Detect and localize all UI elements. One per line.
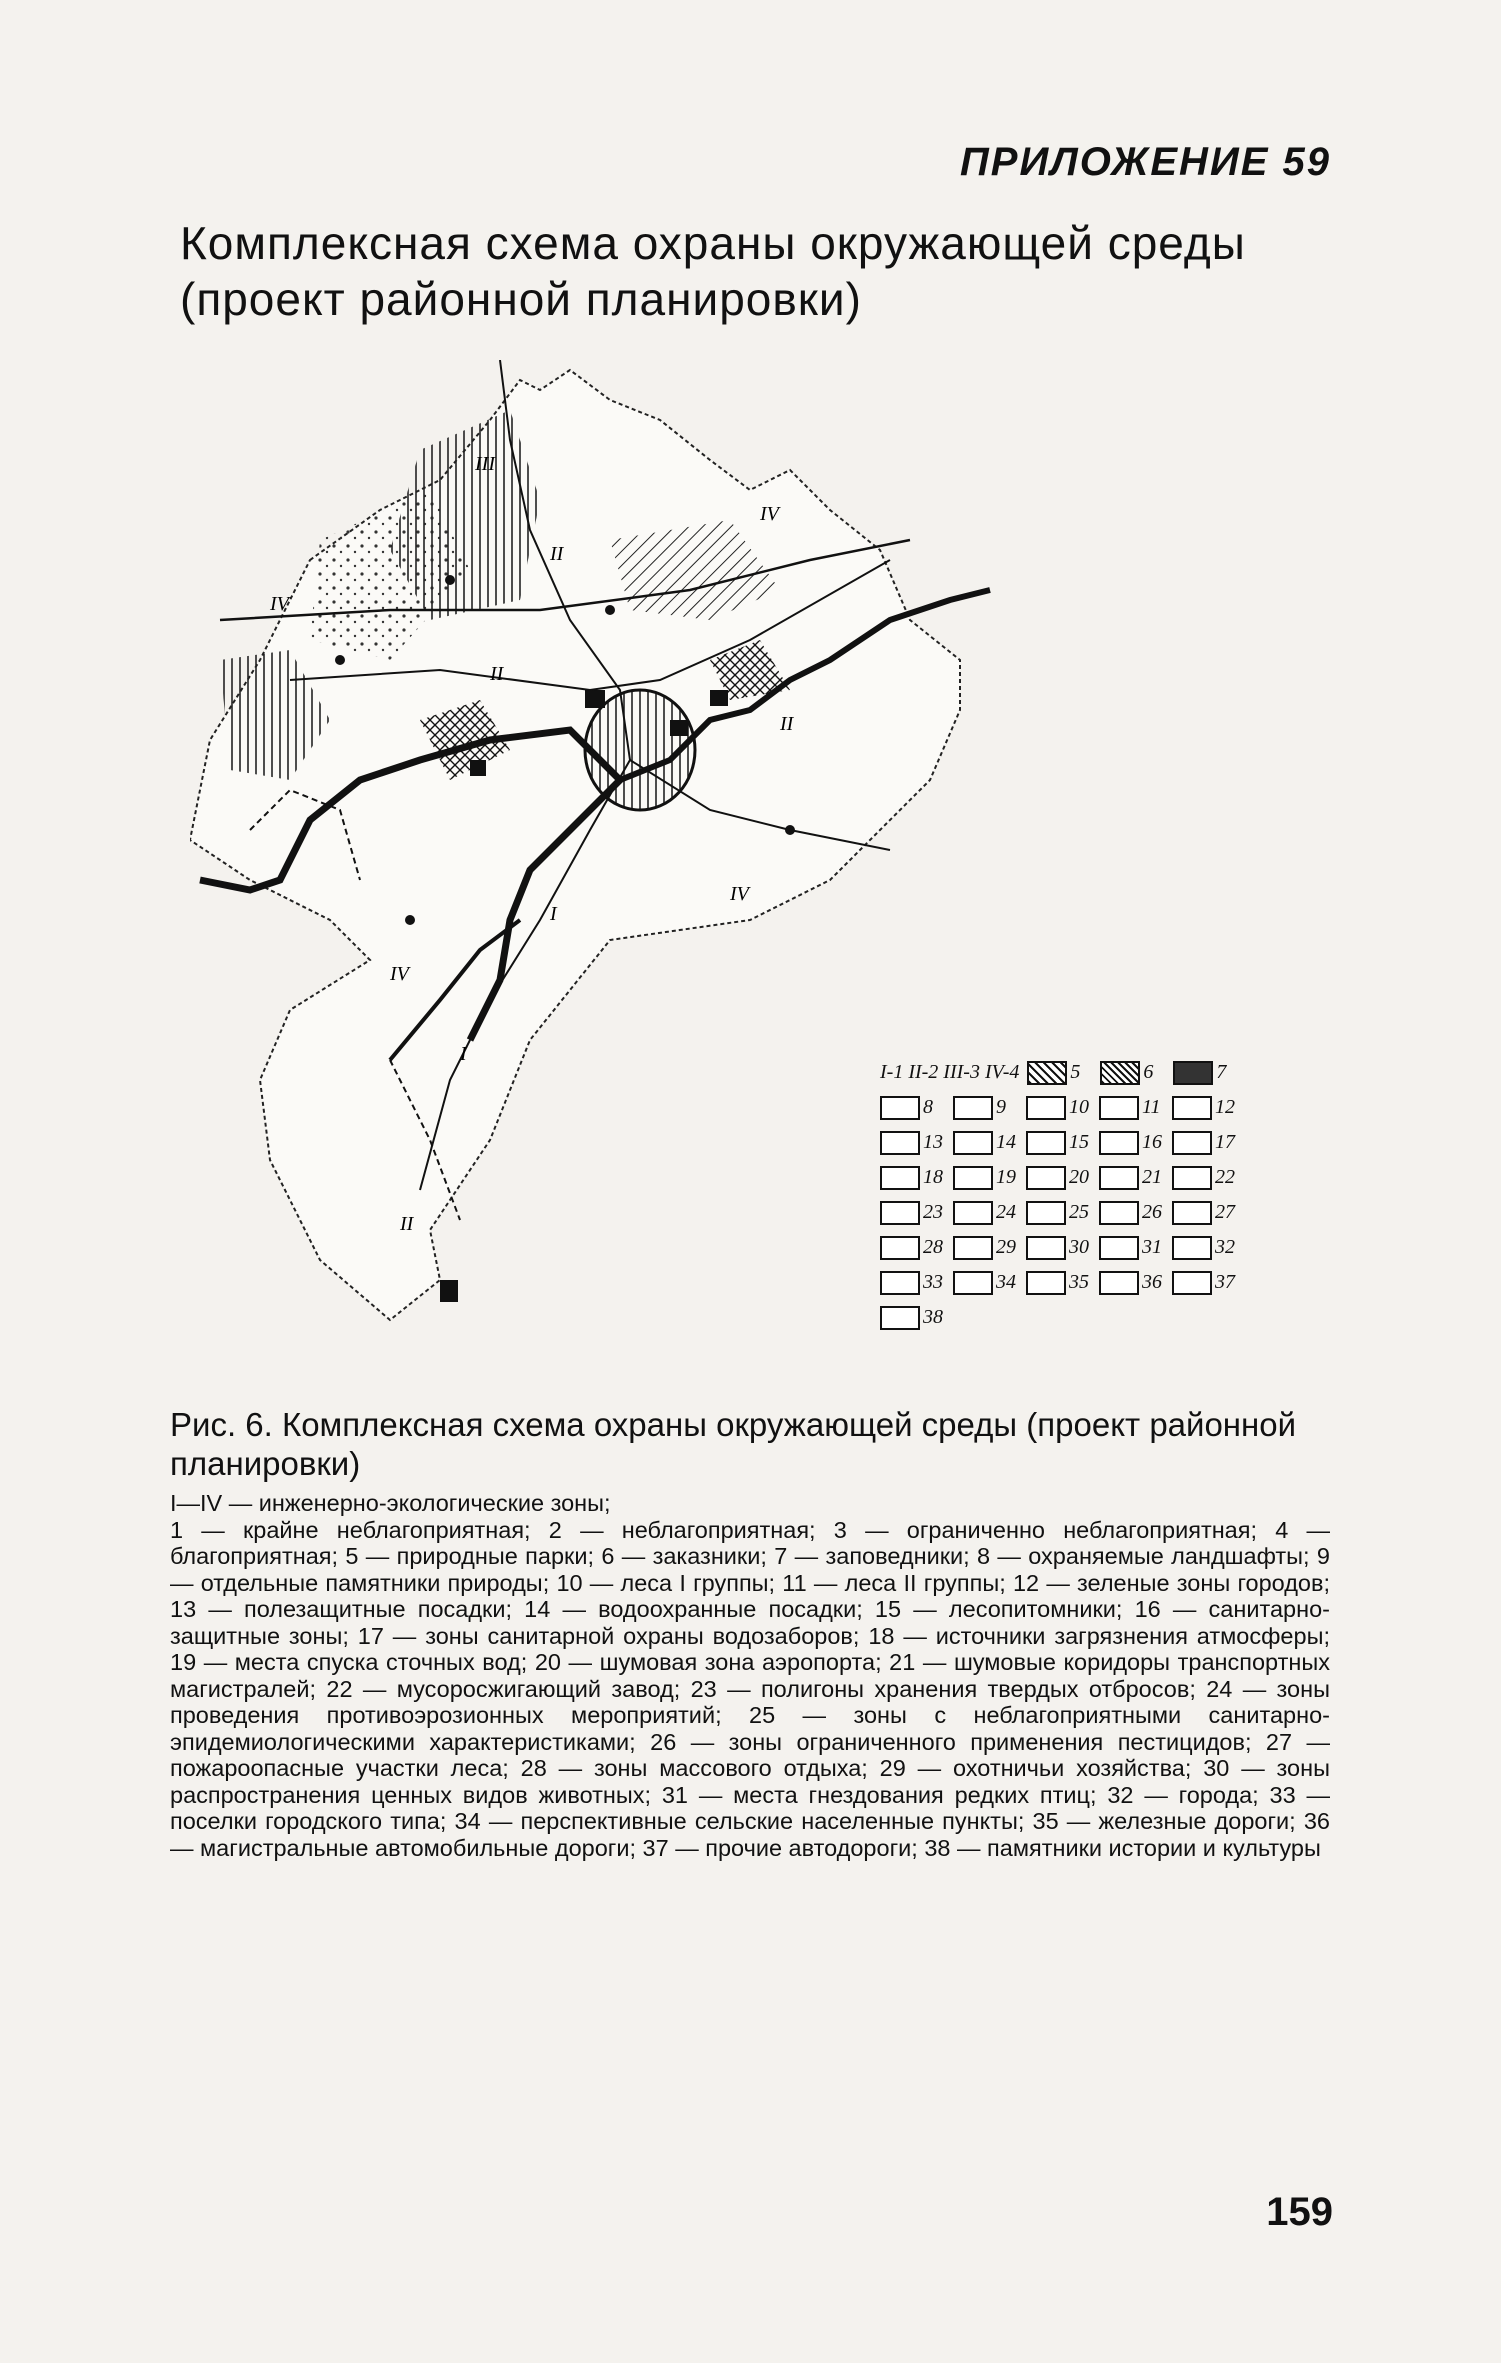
map-legend <box>880 1055 1320 1335</box>
legend-row <box>880 1265 1320 1300</box>
title-line-1: Комплексная схема охраны окружающей среды <box>180 217 1246 269</box>
legend-item: 37 <box>1172 1271 1239 1295</box>
legend-item: 17 <box>1172 1131 1239 1155</box>
legend-item: 24 <box>953 1201 1020 1225</box>
legend-description <box>170 1490 1330 1861</box>
city-block <box>710 690 728 706</box>
town-marker <box>440 1280 458 1302</box>
settlement-marker <box>335 655 345 665</box>
settlement-marker <box>785 825 795 835</box>
zone-label: II <box>400 1213 414 1235</box>
region-outline <box>190 370 960 1320</box>
legend-item: 16 <box>1099 1131 1166 1155</box>
zone-label: IV <box>760 503 779 525</box>
legend-item: 6 <box>1100 1061 1167 1085</box>
zone-label: I <box>550 903 557 925</box>
legend-item: 7 <box>1173 1061 1240 1085</box>
legend-row <box>880 1055 1320 1090</box>
legend-row <box>880 1160 1320 1195</box>
legend-item: 23 <box>880 1201 947 1225</box>
legend-item: 32 <box>1172 1236 1239 1260</box>
legend-items-text: 1 — крайне неблагоприятная; 2 — неблагоприятная; 3 — ограниченно неблагоприятная; 4 — благоприятная; 5 — природные парки; 6 — заказники; 7 — заповедники; 8 — охраняемые ландшафты; 9 — отдельные памятники природы; 10 — леса I группы; 11 — леса II группы; 12 — зеленые зоны городов; 13 — полезащитные посадки; 14 — водоохранные посадки; 15 — лесопитомники; 16 — санитарно-защитные зоны; 17 — зоны санитарной охраны водозаборов; 18 — источники загрязнения атмосферы; 19 — места спуска сточных вод; 20 — шумовая зона аэропорта; 21 — шумовые коридоры транспортных магистралей; 22 — мусоросжигающий завод; 23 — полигоны хранения твердых отбросов; 24 — зоны проведения противоэрозионных мероприятий; 25 — зоны с неблагоприятными санитарно-эпидемиологическими характеристиками; 26 — зоны ограниченного применения пестицидов; 27 — пожароопасные участки леса; 28 — зоны массового отдыха; 29 — охотничьи хозяйства; 30 — зоны распространения ценных видов животных; 31 — места гнездования редких птиц; 32 — города; 33 — поселки городского типа; 34 — перспективные сельские населенные пункты; 35 — железные дороги; 36 — магистральные автомобильные дороги; 37 — прочие автодороги; 38 — памятники истории и культуры <box>170 1516 1330 1861</box>
legend-row <box>880 1230 1320 1265</box>
zone-label: II <box>550 543 564 565</box>
settlement-marker <box>445 575 455 585</box>
legend-row <box>880 1195 1320 1230</box>
legend-item: 11 <box>1099 1096 1166 1120</box>
legend-item: 8 <box>880 1096 947 1120</box>
city-block <box>585 690 605 708</box>
legend-item: 14 <box>953 1131 1020 1155</box>
legend-item: 27 <box>1172 1201 1239 1225</box>
zones-line: I—IV — инженерно-экологические зоны; <box>170 1490 611 1516</box>
running-header: ПРИЛОЖЕНИЕ 59 <box>960 140 1331 184</box>
page-number: 159 <box>1266 2190 1333 2234</box>
zone-label: I <box>460 1043 467 1065</box>
legend-row <box>880 1300 1320 1335</box>
legend-item: 22 <box>1172 1166 1239 1190</box>
legend-item: 9 <box>953 1096 1020 1120</box>
legend-item: 28 <box>880 1236 947 1260</box>
zone-label: II <box>490 663 504 685</box>
city-block <box>670 720 688 736</box>
legend-item: 18 <box>880 1166 947 1190</box>
zone-label: IV <box>730 883 749 905</box>
legend-item: 15 <box>1026 1131 1093 1155</box>
zone-label: II <box>780 713 794 735</box>
page-title <box>180 215 1280 327</box>
legend-item: 20 <box>1026 1166 1093 1190</box>
zone-label: III <box>475 453 495 475</box>
legend-item: 35 <box>1026 1271 1093 1295</box>
legend-item: 26 <box>1099 1201 1166 1225</box>
legend-item: 25 <box>1026 1201 1093 1225</box>
legend-item: 10 <box>1026 1096 1093 1120</box>
zone-label: IV <box>390 963 409 985</box>
legend-item: 31 <box>1099 1236 1166 1260</box>
city-block <box>470 760 486 776</box>
legend-item: 19 <box>953 1166 1020 1190</box>
figure-caption <box>170 1405 1330 1483</box>
legend-row <box>880 1125 1320 1160</box>
title-line-2: (проект районной планировки) <box>180 273 862 325</box>
legend-item: 33 <box>880 1271 947 1295</box>
settlement-marker <box>605 605 615 615</box>
legend-item: 29 <box>953 1236 1020 1260</box>
zone-label: IV <box>270 593 289 615</box>
forest-zone-north <box>390 410 540 620</box>
legend-row <box>880 1090 1320 1125</box>
legend-item: 13 <box>880 1131 947 1155</box>
caption-text: Рис. 6. Комплексная схема охраны окружающей среды (проект районной планировки) <box>170 1406 1297 1482</box>
legend-zone-numerals: I-1 II-2 III-3 IV-4 <box>880 1061 1020 1083</box>
legend-item: 5 <box>1027 1061 1094 1085</box>
legend-item: 30 <box>1026 1236 1093 1260</box>
settlement-marker <box>405 915 415 925</box>
legend-item: 36 <box>1099 1271 1166 1295</box>
legend-item: 38 <box>880 1306 947 1330</box>
legend-item: 21 <box>1099 1166 1166 1190</box>
legend-item: 34 <box>953 1271 1020 1295</box>
legend-item: 12 <box>1172 1096 1239 1120</box>
